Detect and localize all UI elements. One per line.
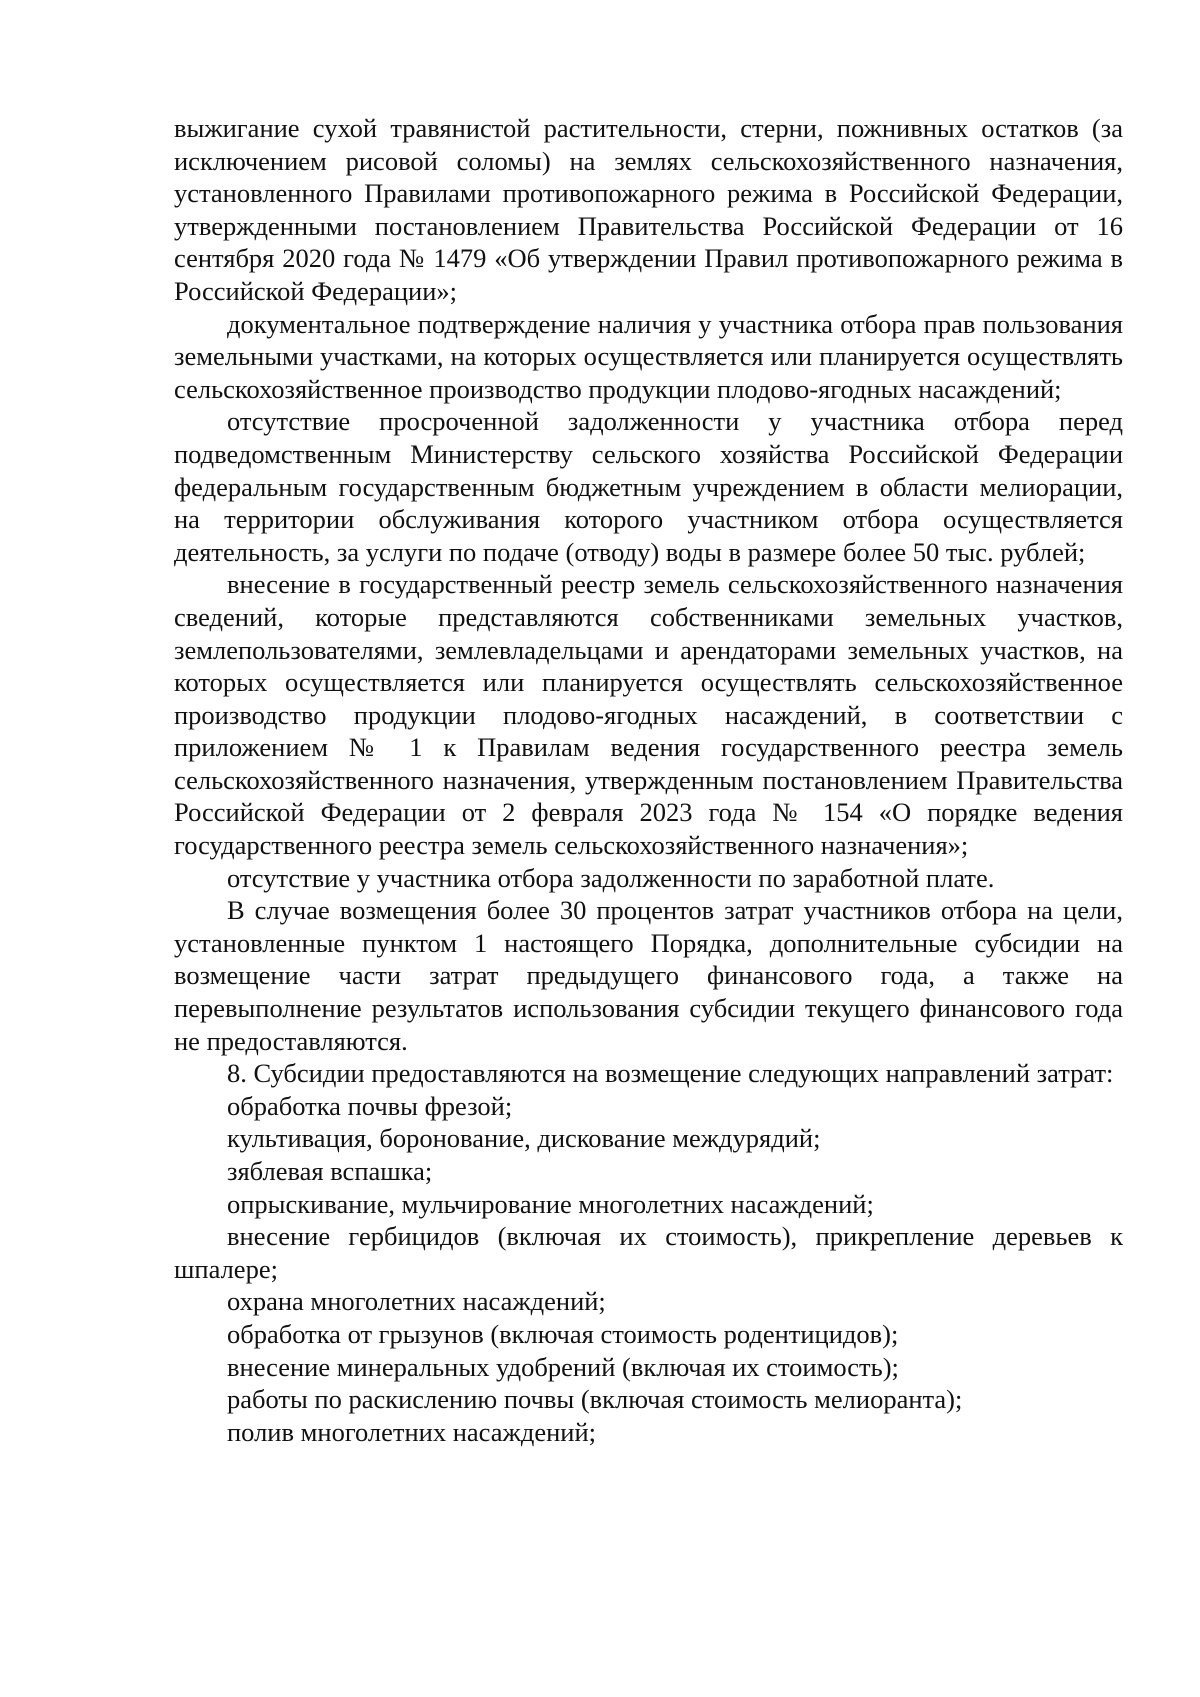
paragraph-land-registry: внесение в государственный реестр земель сельскохозяйственного назначения сведений, которые представляются собственниками земельных участков, землепользователями, землевладельцами и арендаторами земельных участков, на которых осуществляется или планируется осуществлять сельскохозяйственное производство продукции плодово-ягодных насаждений, в соответствии с приложением № 1 к Правилам ведения государственного реестра земель сельскохозяйственного назначения, утвержденным постановлением Правительства Российской Федерации от 2 февраля 2023 года № 154 «О порядке ведения государственного реестра земель сельскохозяйственного назначения»;	[174, 569, 1123, 861]
list-item: культивация, боронование, дискование междурядий;	[227, 1123, 821, 1154]
list-item: обработка почвы фрезой;	[227, 1090, 513, 1121]
list-item: охрана многолетних насаждений;	[227, 1286, 606, 1317]
paragraph-burning: выжигание сухой травянистой растительности, стерни, пожнивных остатков (за исключением рисовой соломы) на землях сельскохозяйственного назначения, установленного Правилами противопожарного режима в Российской Федерации, утвержденными постановлением Правительства Российской Федерации от 16 сентября 2020 года № 1479 «Об утверждении Правил противопожарного режима в Российской Федерации»;	[174, 113, 1123, 306]
list-item: внесение гербицидов (включая их стоимость), прикрепление деревьев к шпалере;	[174, 1221, 1123, 1284]
paragraph-no-debt-melioration: отсутствие просроченной задолженности у участника отбора перед подведомственным Министерству сельского хозяйства Российской Федерации федеральным государственным бюджетным учреждением в области мелиорации, на территории обслуживания которого участником отбора осуществляется деятельность, за услуги по подаче (отводу) воды в размере более 50 тыс. рублей;	[174, 406, 1123, 567]
paragraph-land-rights: документальное подтверждение наличия у участника отбора прав пользования земельными участками, на которых осуществляется или планируется осуществлять сельскохозяйственное производство продукции плодово-ягодных насаждений;	[174, 308, 1123, 404]
list-item: опрыскивание, мульчирование многолетних насаждений;	[227, 1188, 874, 1219]
list-item: полив многолетних насаждений;	[227, 1416, 596, 1447]
list-item: внесение минеральных удобрений (включая их стоимость);	[227, 1351, 899, 1382]
list-item: зяблевая вспашка;	[227, 1156, 433, 1186]
paragraph-section-8: 8. Субсидии предоставляются на возмещение следующих направлений затрат:	[227, 1058, 1114, 1089]
paragraph-no-wage-debt: отсутствие у участника отбора задолженности по заработной плате.	[227, 862, 995, 893]
list-item: обработка от грызунов (включая стоимость родентицидов);	[227, 1318, 899, 1349]
document-page	[174, 112, 1123, 1448]
paragraph-30-percent: В случае возмещения более 30 процентов затрат участников отбора на цели, установленные пунктом 1 настоящего Порядка, дополнительные субсидии на возмещение части затрат предыдущего финансового года, а также на перевыполнение результатов использования субсидии текущего финансового года не предоставляются.	[174, 895, 1123, 1056]
list-item: работы по раскислению почвы (включая стоимость мелиоранта);	[227, 1384, 963, 1415]
